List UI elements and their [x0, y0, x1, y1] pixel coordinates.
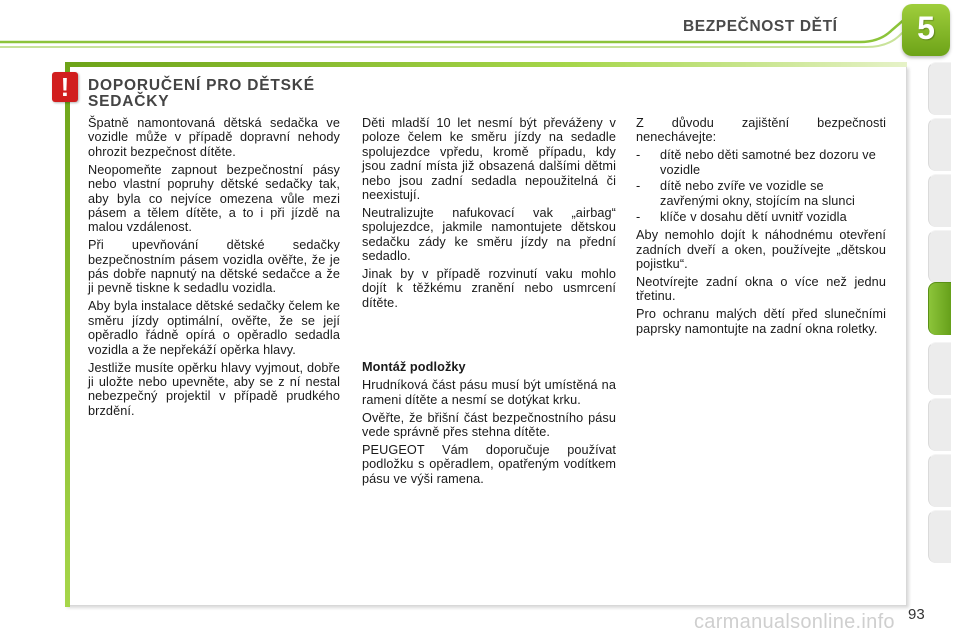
side-tab-3[interactable] [928, 174, 951, 227]
paragraph: Neutralizujte nafukovací vak „airbag“ spolujezdce, jakmile namontujete dětskou sedačku zády ke směru jízdy na přední sedadlo. [362, 205, 616, 264]
paragraph: Špatně namontovaná dětská sedačka ve vozidle může v případě dopravní nehody ohrozit bezpečnost dítěte. [88, 116, 340, 159]
chapter-side-tabs [928, 62, 952, 582]
paragraph: PEUGEOT Vám doporučuje používat podložku s opěradlem, opatřeným vodítkem pásu ve výši ramena. [362, 443, 616, 486]
list-item: - dítě nebo zvíře ve vozidle se zavřenými okny, stojícím na slunci [636, 179, 886, 208]
paragraph: Aby nemohlo dojít k náhodnému otevření zadních dveří a oken, používejte „dětskou pojistku“. [636, 228, 886, 272]
paragraph: Jestliže musíte opěrku hlavy vyjmout, dobře ji uložte nebo upevněte, aby se z ní nestal nebezpečný projektil v případě prudkého brzdění. [88, 360, 340, 418]
page-number: 93 [908, 606, 925, 623]
paragraph: Pro ochranu malých dětí před slunečními paprsky namontujte na zadní okna roletky. [636, 307, 886, 336]
chapter-number: 5 [917, 10, 935, 46]
booster-section [362, 360, 616, 490]
panel-top-accent [65, 62, 907, 67]
paragraph: Ověřte, že břišní část bezpečnostního pásu vede správně přes stehna dítěte. [362, 410, 616, 440]
side-tab-5-active[interactable] [928, 282, 951, 335]
list-item: - dítě nebo děti samotné bez dozoru ve vozidle [636, 148, 886, 177]
side-tab-6[interactable] [928, 342, 951, 395]
paragraph: Při upevňování dětské sedačky bezpečnostním pásem vozidla ověřte, že je pás dobře napnutý na dětské sedačce a že ji pevně tiskne k sedadlu vozidla. [88, 238, 340, 296]
chapter-number-badge [902, 4, 950, 56]
chapter-title: BEZPEČNOST DĚTÍ [683, 18, 838, 35]
paragraph: Hrudníková část pásu musí být umístěná na rameni dítěte a nesmí se dotýkat krku. [362, 378, 616, 407]
paragraph: Aby byla instalace dětské sedačky čelem ke směru jízdy optimální, ověřte, že se její opěradlo řádně opírá o opěradlo sedadla vozidla a že nepřekáží opěrka hlavy. [88, 299, 340, 357]
warning-glyph: ! [60, 72, 70, 102]
paragraph: Děti mladší 10 let nesmí být převáženy v poloze čelem ke směru jízdy na sedadle spolujezdce vpředu, kromě případu, kdy jsou zadní místa již obsazená dalšími dětmi nebo jsou zadní sedadla nepoužitelná či neexistují. [362, 116, 616, 203]
side-tab-8[interactable] [928, 454, 951, 507]
paragraph: Neotvírejte zadní okna o více než jednu třetinu. [636, 275, 886, 304]
column-2 [362, 116, 616, 314]
side-tab-2[interactable] [928, 118, 951, 171]
paragraph: Jinak by v případě rozvinutí vaku mohlo dojít k těžkému zranění nebo usmrcení dítěte. [362, 267, 616, 310]
paragraph: Neopomeňte zapnout bezpečnostní pásy nebo vlastní popruhy dětské sedačky tak, aby byla co nejvíce omezena vůle mezi pásem a tělem dítěte, a to i při jízdě na malou vzdálenost. [88, 162, 340, 235]
booster-heading: Montáž podložky [362, 360, 466, 374]
column-1 [88, 116, 340, 422]
side-tab-4[interactable] [928, 230, 951, 283]
section-title: DOPORUČENÍ PRO DĚTSKÉ SEDAČKY [88, 77, 315, 110]
side-tab-1[interactable] [928, 62, 951, 115]
warning-icon [52, 72, 78, 102]
panel-left-accent [65, 62, 70, 607]
side-tab-7[interactable] [928, 398, 951, 451]
paragraph: Z důvodu zajištění bezpečnosti nenechávejte: [636, 116, 886, 145]
list-item: - klíče v dosahu dětí uvnitř vozidla [636, 210, 886, 224]
dash-list [636, 148, 886, 224]
side-tab-9[interactable] [928, 510, 951, 563]
watermark: carmanualsonline.info [694, 611, 895, 633]
column-3 [636, 116, 886, 340]
